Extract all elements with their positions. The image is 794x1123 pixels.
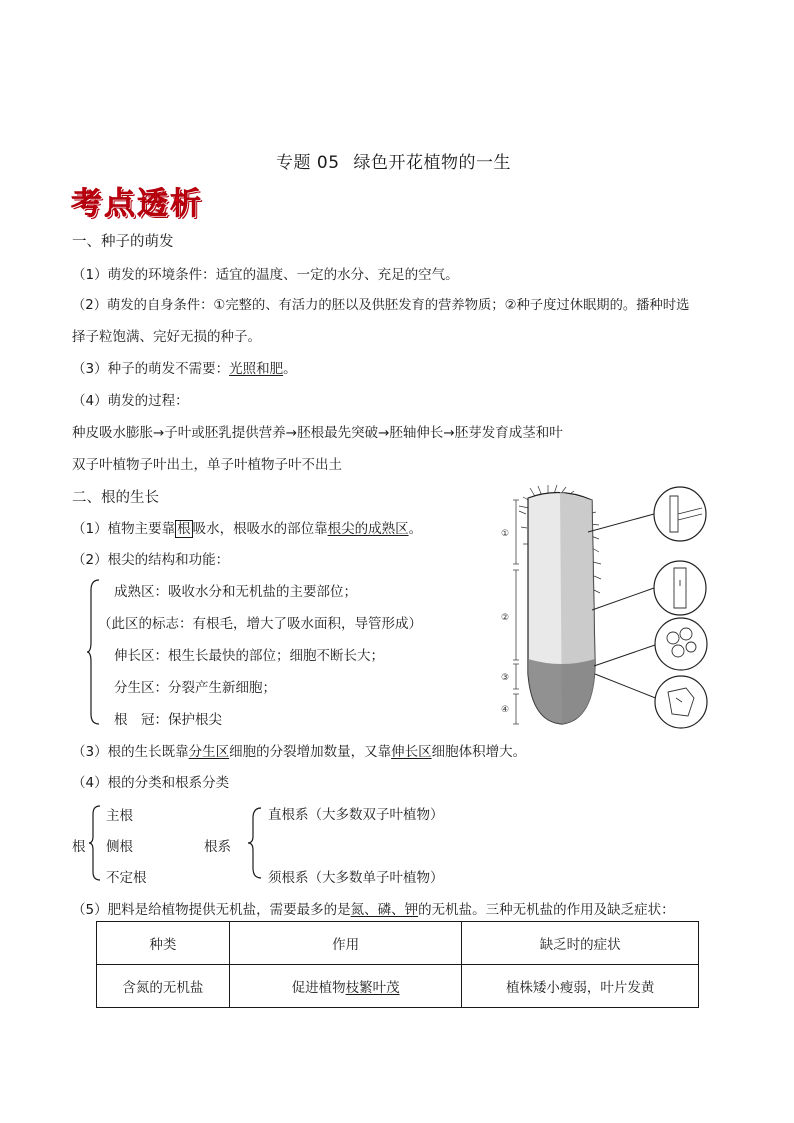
cell-insets [654,487,707,728]
s2-p5-u1: 氮、磷、钾 [350,902,419,918]
s1-process: 种皮吸水膨胀→子叶或胚乳提供营养→胚根最先突破→胚轴伸长→胚芽发育成茎和叶 [72,425,563,441]
s2-p4: （4）根的分类和根系分类 [72,775,230,791]
cell-symptom: 植株矮小瘦弱，叶片发黄 [462,965,699,1008]
s1-p2-line1: （2）萌发的自身条件：①完整的、有活力的胚以及供胚发育的营养物质；②种子度过休眠期的。播种时选 [72,298,690,313]
s2-p3-c: 细胞体积增大。 [431,744,527,760]
s2-p5 [72,898,675,918]
table-header-row [97,922,699,965]
table-row [97,965,699,1008]
s1-p3 [72,357,297,377]
s2-p5-a: （5）肥料是给植物提供无机盐，需要最多的是 [72,902,351,918]
s1-p2-line2: 择子粒饱满、完好无损的种子。 [72,329,261,345]
s1-p3-prefix: （3）种子的萌发不需要： [72,361,230,377]
zone-ticks [513,500,519,724]
s1-p4: （4）萌发的过程： [72,393,189,409]
section1-heading: 一、种子的萌发 [72,234,174,250]
cell-effect [229,965,462,1008]
root-type-lateral: 侧根 [106,839,133,855]
section2-heading: 二、根的生长 [72,490,159,506]
system-type-taproot: 直根系（大多数双子叶植物） [268,807,444,823]
figure-label-2: ② [501,613,510,623]
s2-p3-u2: 伸长区 [391,744,432,760]
system-types-brace [247,804,263,882]
s2-p5-b: 的无机盐。三种无机盐的作用及缺乏症状： [418,902,675,918]
s2-p1 [72,517,422,537]
s1-p1: （1）萌发的环境条件：适宜的温度、一定的水分、充足的空气。 [72,267,459,283]
s1-cotyledon: 双子叶植物子叶出土，单子叶植物子叶不出土 [72,457,342,473]
col-header-kind: 种类 [97,922,230,965]
s2-p3-a: （3）根的生长既靠 [72,744,189,760]
s2-p2: （2）根尖的结构和功能： [72,552,230,568]
zone-root-cap: 根 冠：保护根尖 [114,712,222,728]
s1-p3-underlined: 光照和肥 [229,361,284,377]
s2-p1-boxed: 根 [177,521,191,537]
s2-p3-b: 细胞的分裂增加数量，又靠 [229,744,392,760]
title-prefix: 专题 05 [276,153,340,173]
zones-brace [86,578,102,726]
s2-p1-c: 。 [408,521,423,537]
figure-label-4: ④ [501,705,510,715]
zone-meristem: 分生区：分裂产生新细胞； [114,680,276,696]
zone-maturation: 成熟区：吸收水分和无机盐的主要部位； [114,584,357,600]
s1-p3-suffix: 。 [283,361,297,377]
s2-p3-u1: 分生区 [188,744,230,760]
figure-label-1: ① [501,529,510,539]
page-title [276,148,511,173]
pointer-lines [588,514,658,699]
root-cap-shade [528,659,595,724]
root-type-adventitious: 不定根 [106,870,147,886]
cell-effect-a: 促进植物 [291,980,346,996]
system-type-fibrous: 须根系（大多数单子叶植物） [268,870,444,886]
cell-effect-underlined: 枝繁叶茂 [345,980,400,996]
nutrient-table [96,921,699,1008]
s2-p1-b: 吸水，根吸水的部位靠 [192,521,328,537]
figure-label-3: ③ [501,673,510,683]
col-header-symptom: 缺乏时的症状 [462,922,699,965]
title-main: 绿色开花植物的一生 [353,153,512,173]
section-banner: 考点透析 [71,186,203,222]
s2-p3 [72,740,526,760]
root-label: 根 [72,839,86,855]
root-tip-diagram [498,484,720,729]
cell-kind: 含氮的无机盐 [97,965,230,1008]
system-label: 根系 [204,839,231,855]
s2-p1-a: （1）植物主要靠 [72,521,176,537]
zone-maturation-note: （此区的标志：有根毛，增大了吸水面积，导管形成） [98,616,422,632]
root-types-brace [88,804,102,882]
root-type-main: 主根 [106,808,133,824]
zone-elongation: 伸长区：根生长最快的部位；细胞不断长大； [114,648,384,664]
col-header-effect: 作用 [229,922,462,965]
s2-p1-underlined: 根尖的成熟区 [327,521,409,537]
